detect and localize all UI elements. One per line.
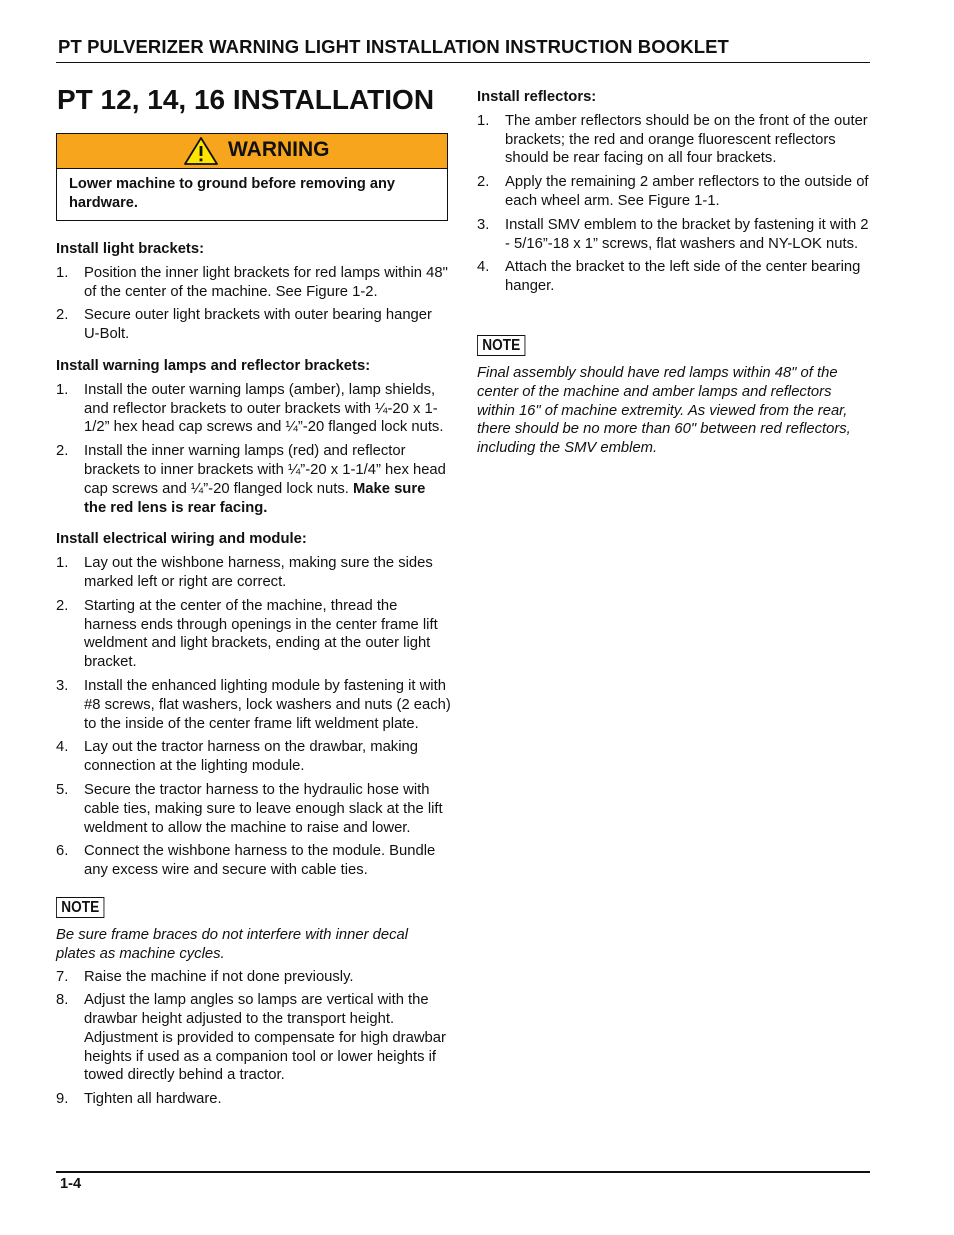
reflectors-heading: Install reflectors: [477, 89, 597, 105]
list-item [477, 258, 872, 296]
step-number: 2. [56, 307, 69, 324]
light-brackets-heading: Install light brackets: [56, 241, 205, 257]
step-number: 9. [56, 1091, 69, 1108]
step-number: 2. [56, 443, 69, 460]
step-number: 8. [56, 992, 69, 1009]
list-item [56, 781, 451, 837]
page-number: 1-4 [60, 1176, 82, 1192]
step-number: 3. [56, 677, 69, 694]
step-text: Lay out the wishbone harness, making sure the sides marked left or right are correct. [84, 555, 433, 590]
step-number: 1. [56, 555, 69, 572]
list-item [56, 306, 451, 344]
list-item [56, 738, 451, 776]
step-text: Attach the bracket to the left side of the center bearing hanger. [505, 259, 861, 295]
step-number: 5. [56, 781, 69, 798]
step-text: Install the outer warning lamps (amber), lamp shields, and reflector brackets to outer brackets with ¼-20 x 1-1/2” hex head cap screws and ¼”-20 flanged lock nuts. [84, 381, 444, 436]
warning-box [56, 133, 448, 221]
list-item [477, 112, 872, 168]
list-item [56, 554, 451, 592]
right-column [477, 88, 872, 458]
note-badge: NOTE [477, 335, 525, 356]
reflectors-steps [477, 112, 872, 296]
step-text: Starting at the center of the machine, thread the harness ends through openings in the center frame lift weldment and light brackets, ending at the outer light bracket. [84, 597, 438, 671]
step-text: Install the inner warning lamps (red) and reflector brackets to inner brackets with ¼”-20 x 1-1/4” hex head cap screws and ¼”-20 flanged lock nuts. [84, 443, 446, 497]
wiring-steps-continued [56, 968, 451, 1110]
step-number: 4. [477, 259, 490, 276]
warning-banner [57, 134, 447, 169]
step-text: Install the enhanced lighting module by fastening it with #8 screws, flat washers, lock washers and nuts (2 each) to the inside of the center frame lift weldment plate. [84, 677, 451, 732]
warning-lamps-steps [56, 381, 451, 518]
step-number: 3. [477, 216, 490, 233]
list-item [56, 991, 451, 1085]
step-number: 6. [56, 843, 69, 860]
step-number: 1. [477, 112, 490, 129]
step-text: Apply the remaining 2 amber reflectors to the outside of each wheel arm. See Figure 1-1. [505, 174, 869, 209]
warning-label: WARNING [228, 138, 330, 161]
wiring-heading: Install electrical wiring and module: [56, 531, 307, 548]
step-text: Connect the wishbone harness to the module. Bundle any excess wire and secure with cable ties. [84, 843, 436, 879]
warning-triangle-icon [183, 136, 219, 166]
step-number: 7. [56, 968, 69, 985]
note-text: Be sure frame braces do not interfere with inner decal plates as machine cycles. [56, 926, 409, 962]
list-item [56, 968, 451, 987]
step-text: Adjust the lamp angles so lamps are vertical with the drawbar height adjusted to the transport height. Adjustment is provided to compensate for high drawbar heights if used as a companion tool or lower heights if towed directly behind a tractor. [84, 992, 446, 1084]
light-brackets-steps [56, 264, 451, 344]
step-emphasis: Make sure the red lens is rear facing. [84, 480, 426, 516]
left-column [56, 240, 451, 1114]
step-text: Tighten all hardware. [84, 1091, 222, 1108]
step-text: Install SMV emblem to the bracket by fastening it with 2 - 5/16”-18 x 1” screws, flat washers and NY-LOK nuts. [505, 216, 869, 252]
wiring-steps [56, 554, 451, 880]
step-text: Raise the machine if not done previously. [84, 968, 354, 985]
step-text: Secure outer light brackets with outer bearing hanger U-Bolt. [84, 307, 432, 343]
list-item [477, 173, 872, 211]
header-rule [56, 62, 870, 63]
list-item [56, 597, 451, 672]
booklet-title: PT PULVERIZER WARNING LIGHT INSTALLATION INSTRUCTION BOOKLET [58, 36, 729, 57]
step-text: Lay out the tractor harness on the drawbar, making connection at the lighting module. [84, 739, 418, 775]
list-item [56, 442, 451, 517]
step-text: The amber reflectors should be on the front of the outer brackets; the red and orange fluorescent reflectors should be rear facing on all four brackets. [505, 112, 868, 167]
list-item [56, 381, 451, 437]
warning-lamps-heading: Install warning lamps and reflector brackets: [56, 357, 371, 374]
section-title: PT 12, 14, 16 INSTALLATION [57, 84, 435, 115]
step-number: 1. [56, 381, 69, 398]
step-text: Secure the tractor harness to the hydraulic hose with cable ties, making sure to leave enough slack at the lift weldment to allow the machine to raise and lower. [84, 781, 443, 836]
step-number: 4. [56, 739, 69, 756]
step-number: 2. [56, 597, 69, 614]
note-text: Final assembly should have red lamps within 48" of the center of the machine and amber lamps and reflectors within 16" of machine extremity. As viewed from the rear, there should be no more than 60" between red reflectors, including the SMV emblem. [477, 364, 851, 457]
step-number: 1. [56, 264, 69, 281]
note-badge: NOTE [56, 897, 104, 918]
list-item [56, 1090, 451, 1109]
footer-rule [56, 1171, 870, 1173]
list-item [56, 842, 451, 880]
step-text: Position the inner light brackets for red lamps within 48" of the center of the machine. See Figure 1-2. [84, 264, 448, 300]
step-number: 2. [477, 174, 490, 191]
warning-text: Lower machine to ground before removing any hardware. [69, 176, 395, 211]
list-item [56, 264, 451, 302]
list-item [477, 216, 872, 254]
list-item [56, 677, 451, 733]
